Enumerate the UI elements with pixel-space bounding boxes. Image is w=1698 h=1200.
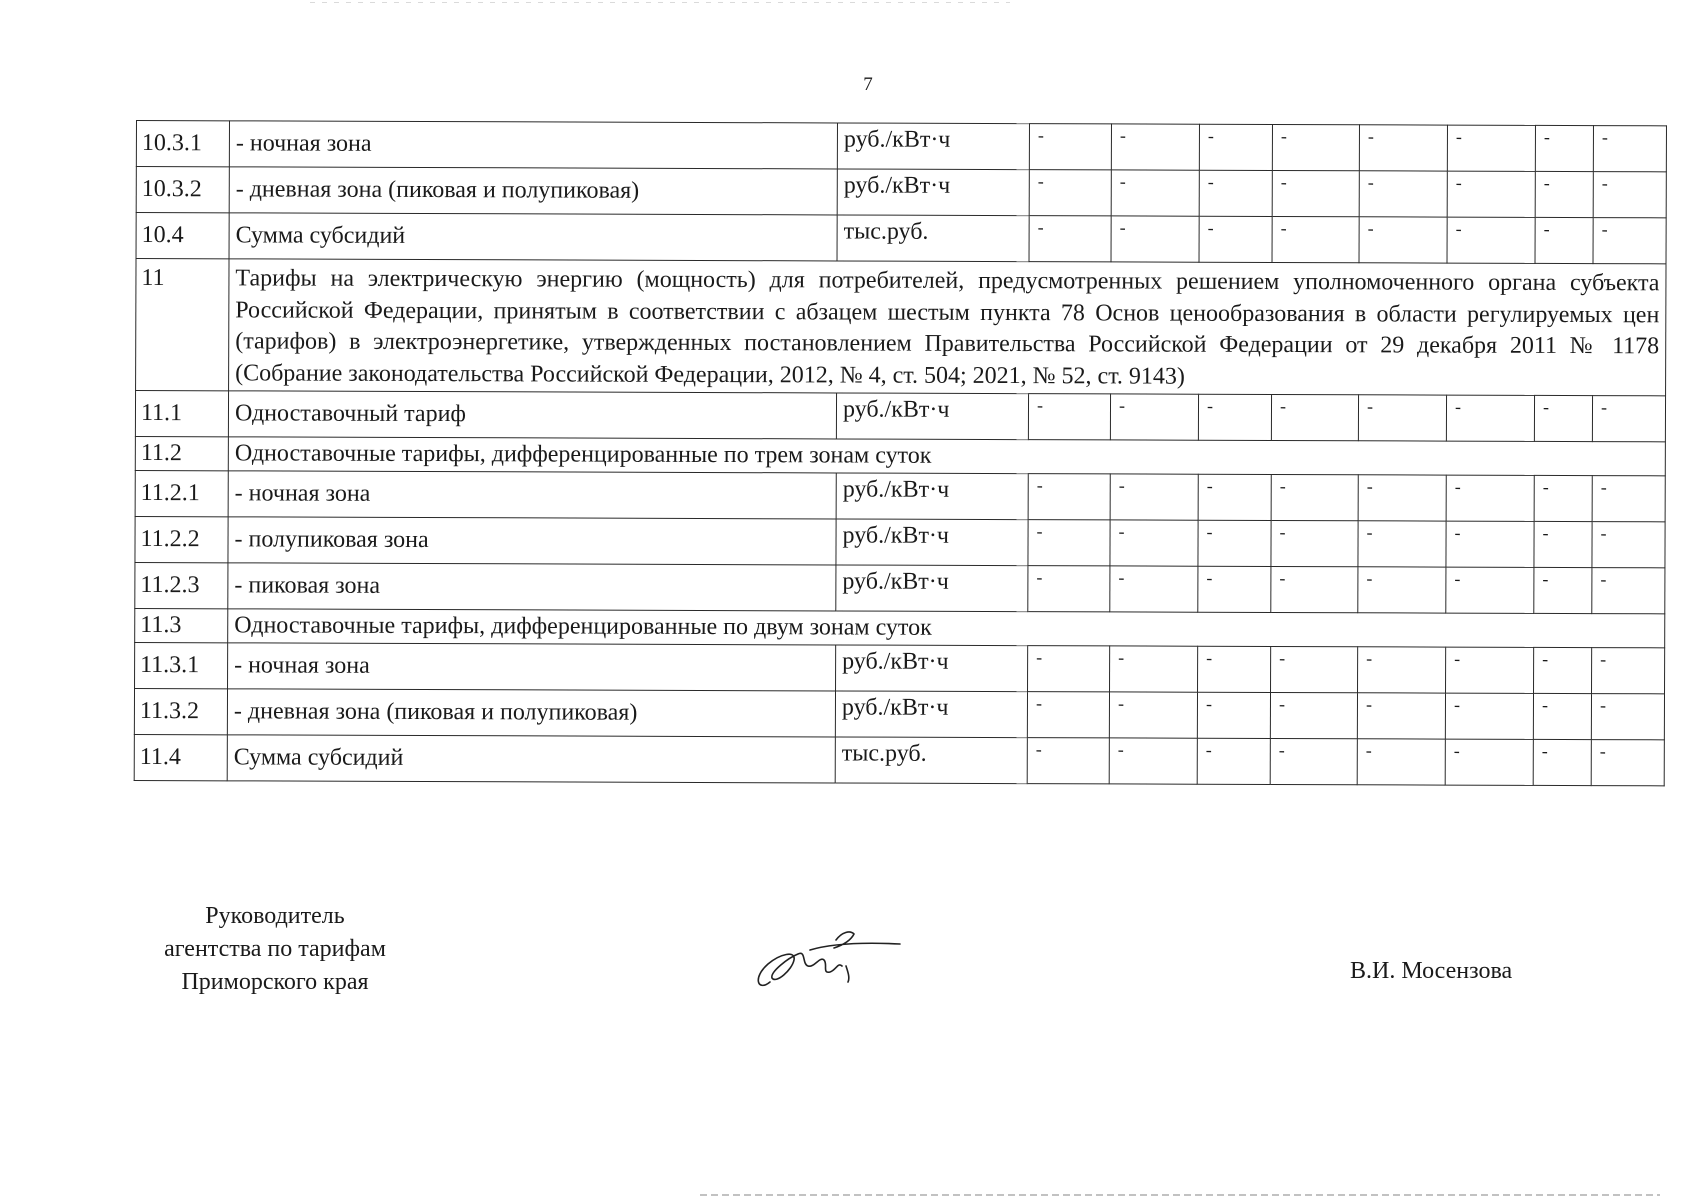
value-cell: - [1446, 475, 1534, 521]
value-cell: - [1270, 738, 1357, 784]
value-cell: - [1199, 216, 1272, 262]
value-cell: - [1446, 647, 1534, 693]
value-cell: - [1111, 124, 1199, 170]
page-number: 7 [863, 74, 873, 95]
table-row [134, 734, 1664, 785]
value-cell: - [1534, 521, 1592, 567]
table-row [135, 608, 1665, 647]
value-cell: - [1445, 693, 1533, 739]
value-cell: - [1198, 566, 1271, 612]
value-cell: - [1110, 520, 1198, 566]
row-name: - ночная зона [228, 471, 836, 519]
row-name: Одноставочный тариф [228, 391, 836, 439]
value-cell: - [1199, 124, 1272, 170]
value-cell: - [1028, 645, 1110, 691]
handwritten-signature [750, 920, 910, 1000]
row-unit: руб./кВт·ч [837, 123, 1029, 170]
table-row [135, 642, 1665, 693]
row-name: Одноставочные тарифы, дифференцированные по двум зонам суток [228, 609, 1665, 648]
value-cell: - [1358, 474, 1446, 520]
table-row [135, 470, 1665, 521]
row-name: - дневная зона (пиковая и полупиковая) [229, 167, 837, 215]
row-name: Сумма субсидий [229, 213, 837, 261]
value-cell: - [1109, 692, 1197, 738]
row-name: - ночная зона [228, 643, 836, 691]
value-cell: - [1199, 170, 1272, 216]
value-cell: - [1272, 216, 1359, 262]
row-name: - дневная зона (пиковая и полупиковая) [227, 689, 835, 737]
signer-position [130, 900, 420, 999]
row-number: 11.2.1 [135, 470, 228, 516]
table-row [136, 121, 1666, 172]
value-cell: - [1533, 693, 1591, 739]
row-number: 10.3.2 [136, 167, 229, 213]
value-cell: - [1446, 567, 1534, 613]
value-cell: - [1358, 394, 1446, 440]
value-cell: - [1591, 739, 1664, 785]
value-cell: - [1535, 217, 1593, 263]
value-cell: - [1357, 692, 1445, 738]
value-cell: - [1446, 395, 1534, 441]
value-cell: - [1592, 567, 1665, 613]
value-cell: - [1271, 646, 1358, 692]
tariff-table [134, 120, 1667, 786]
value-cell: - [1358, 520, 1446, 566]
row-number: 11.2.3 [135, 562, 228, 608]
value-cell: - [1534, 475, 1592, 521]
row-number: 11.1 [135, 390, 228, 436]
value-cell: - [1198, 646, 1271, 692]
row-number: 11.2.2 [135, 516, 228, 562]
row-name: - полупиковая зона [228, 517, 836, 565]
row-unit: руб./кВт·ч [836, 519, 1028, 566]
signer-position-line: агентства по тарифам [164, 936, 386, 962]
table-row [136, 167, 1666, 218]
row-number: 11 [136, 259, 229, 391]
value-cell: - [1027, 691, 1109, 737]
value-cell: - [1271, 520, 1358, 566]
table-row [135, 436, 1665, 475]
row-name: Одноставочные тарифы, дифференцированные по трем зонам суток [228, 437, 1665, 476]
signer-position-line: Руководитель [205, 903, 345, 929]
value-cell: - [1270, 692, 1357, 738]
row-unit: руб./кВт·ч [836, 393, 1028, 440]
signer-position-line: Приморского края [181, 969, 369, 995]
table-row [135, 390, 1665, 441]
row-unit: руб./кВт·ч [835, 691, 1027, 738]
value-cell: - [1272, 170, 1359, 216]
value-cell: - [1592, 395, 1665, 441]
value-cell: - [1593, 126, 1666, 172]
row-number: 10.3.1 [136, 121, 229, 167]
row-name: - пиковая зона [228, 563, 836, 611]
value-cell: - [1109, 738, 1197, 784]
value-cell: - [1592, 647, 1665, 693]
value-cell: - [1447, 125, 1535, 171]
scan-artifact-top [310, 2, 1010, 3]
value-cell: - [1271, 394, 1358, 440]
row-number: 10.4 [136, 213, 229, 259]
value-cell: - [1535, 125, 1593, 171]
row-unit: руб./кВт·ч [837, 169, 1029, 216]
value-cell: - [1198, 394, 1271, 440]
value-cell: - [1028, 473, 1110, 519]
row-number: 11.3.2 [134, 688, 227, 734]
value-cell: - [1110, 394, 1198, 440]
value-cell: - [1110, 646, 1198, 692]
value-cell: - [1445, 739, 1533, 785]
table-row [135, 562, 1665, 613]
value-cell: - [1446, 521, 1534, 567]
row-name: - ночная зона [229, 121, 837, 169]
value-cell: - [1027, 737, 1109, 783]
value-cell: - [1591, 693, 1664, 739]
row-unit: тыс.руб. [837, 215, 1029, 262]
value-cell: - [1592, 521, 1665, 567]
row-number: 11.3 [135, 608, 228, 642]
value-cell: - [1028, 565, 1110, 611]
value-cell: - [1110, 474, 1198, 520]
value-cell: - [1028, 519, 1110, 565]
value-cell: - [1533, 739, 1591, 785]
row-name: Тарифы на электрическую энергию (мощность) для потребителей, предусмотренных решением уполномоченного органа субъекта Российской Федерации, принятым в соответствии с абзацем шестым пункта 78 Основ ценообразования в области регулируемых цен (тарифов) в электроэнергетике, утвержденных постановлением Правительства Российской Федерации от 29 декабря 2011 № 1178 (Собрание законодательства Российской Федерации, 2012, № 4, ст. 504; 2021, № 52, ст. 9143) [229, 259, 1666, 396]
value-cell: - [1198, 474, 1271, 520]
value-cell: - [1271, 566, 1358, 612]
value-cell: - [1359, 171, 1447, 217]
row-number: 11.4 [134, 734, 227, 780]
value-cell: - [1534, 395, 1592, 441]
table-row [136, 259, 1666, 396]
value-cell: - [1272, 124, 1359, 170]
value-cell: - [1029, 170, 1111, 216]
value-cell: - [1197, 738, 1270, 784]
row-unit: тыс.руб. [835, 737, 1027, 784]
value-cell: - [1358, 646, 1446, 692]
scan-artifact-bottom [700, 1194, 1660, 1196]
value-cell: - [1447, 171, 1535, 217]
value-cell: - [1534, 647, 1592, 693]
row-number: 11.2 [135, 436, 228, 470]
value-cell: - [1447, 217, 1535, 263]
value-cell: - [1271, 474, 1358, 520]
value-cell: - [1593, 172, 1666, 218]
row-unit: руб./кВт·ч [836, 473, 1028, 520]
value-cell: - [1029, 216, 1111, 262]
value-cell: - [1028, 393, 1110, 439]
table-row [135, 516, 1665, 567]
value-cell: - [1110, 566, 1198, 612]
row-name: Сумма субсидий [227, 735, 835, 783]
value-cell: - [1197, 692, 1270, 738]
value-cell: - [1534, 567, 1592, 613]
row-unit: руб./кВт·ч [836, 645, 1028, 692]
value-cell: - [1593, 218, 1666, 264]
table-row [136, 213, 1666, 264]
value-cell: - [1359, 217, 1447, 263]
value-cell: - [1111, 216, 1199, 262]
value-cell: - [1358, 566, 1446, 612]
value-cell: - [1111, 170, 1199, 216]
value-cell: - [1357, 738, 1445, 784]
value-cell: - [1198, 520, 1271, 566]
value-cell: - [1029, 124, 1111, 170]
row-number: 11.3.1 [135, 642, 228, 688]
signer-name: В.И. Мосензова [1350, 958, 1513, 984]
value-cell: - [1359, 125, 1447, 171]
value-cell: - [1592, 475, 1665, 521]
row-unit: руб./кВт·ч [836, 565, 1028, 612]
value-cell: - [1535, 171, 1593, 217]
table-row [134, 688, 1664, 739]
